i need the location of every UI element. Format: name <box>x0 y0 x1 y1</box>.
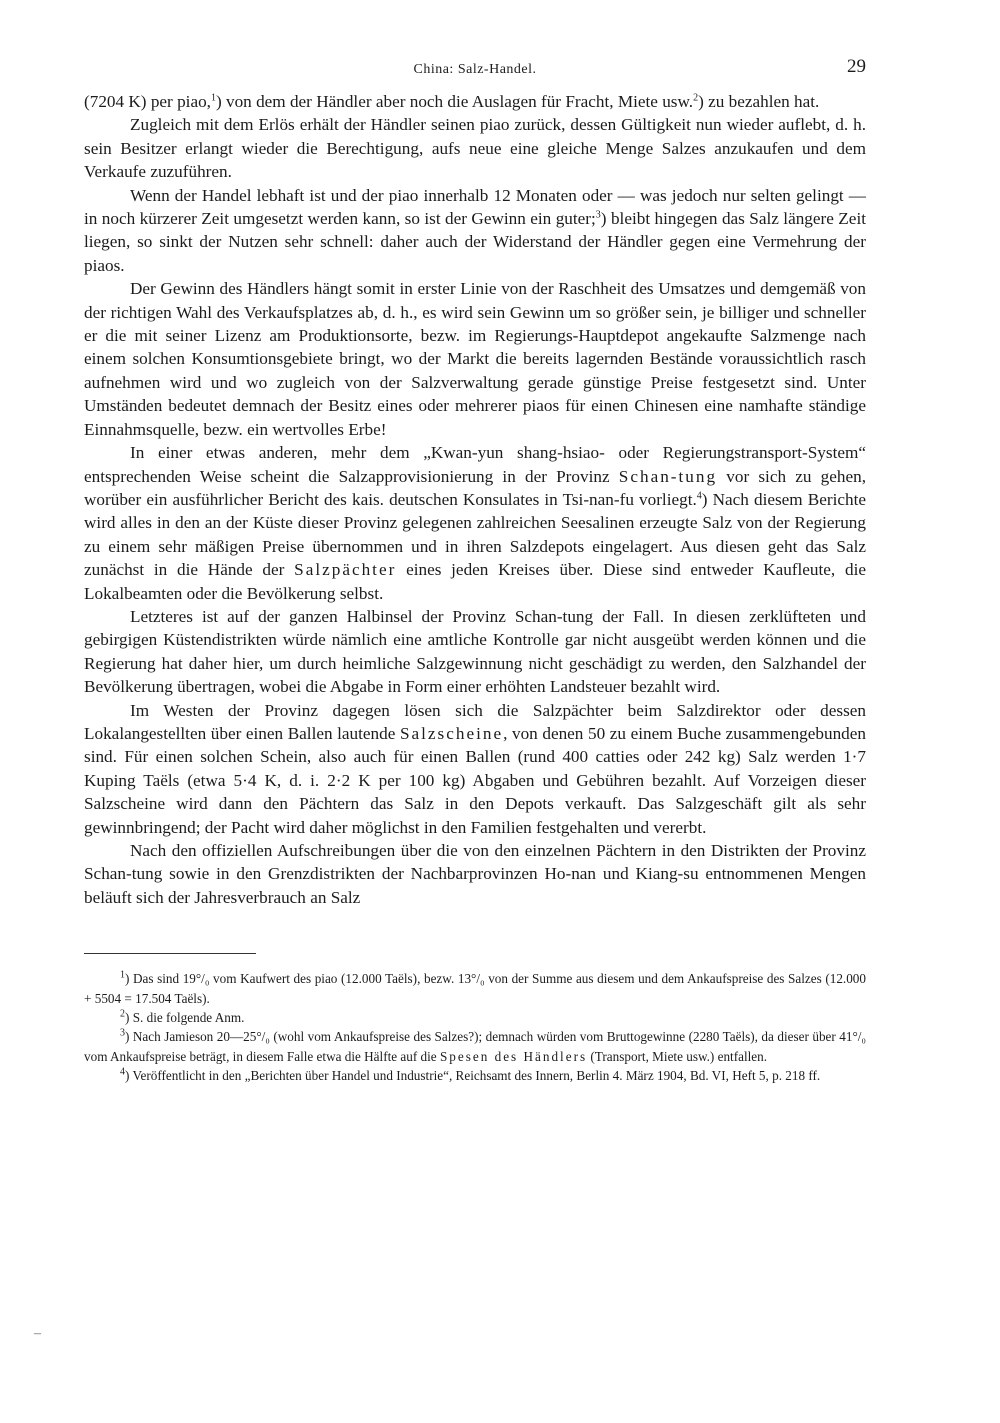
footnote-ref: 2 <box>693 92 699 104</box>
paragraph-1 <box>84 90 866 113</box>
text-run: In einer etwas anderen, mehr dem „Kwan-yun shang-hsiao- oder Regierungstransport-System“ entsprechenden Weise scheint die Salzapprovisionierung in der Provinz <box>84 443 866 486</box>
footnote-ref: 1 <box>210 92 216 104</box>
page-number: 29 <box>847 56 866 77</box>
paragraph-6: Letzteres ist auf der ganzen Halbinsel der Provinz Schan-tung der Fall. In diesen zerklüfteten und gebirgigen Küstendistrikten würde nämlich eine amtliche Kontrolle gar nicht ausgeübt werden können und die Regierung hat daher hier, um durch heimliche Salzgewinnung nicht geschädigt zu werden, den Salzhandel der Bevölkerung übertragen, wobei die Abgabe in Form einer erhöhten Landsteuer bezahlt wird. <box>84 606 866 697</box>
body-text <box>84 90 866 909</box>
footnote-ref: 4 <box>696 490 702 502</box>
text-run: Im Westen der Provinz dagegen lösen sich die Salzpächter beim Salzdirektor oder dessen Lokalangestellten über einen Ballen lautende <box>84 700 866 743</box>
text-run: ) Nach diesem Berichte wird alles in den an der Küste dieser Provinz gelegenen zahlreichen Seesalinen erzeugte Salz von der Regierung zu einem sehr mäßigen Preise übernommen und in ihren Salzdepots eingelagert. Aus diesen geht das Salz zunächst in die Hände der <box>84 489 866 580</box>
footnote-mark: 3 <box>120 1028 125 1040</box>
margin-mark: – <box>34 1326 41 1341</box>
text-run: Wenn der Handel lebhaft ist und der piao innerhalb 12 Monaten oder — was jedoch nur selten gelingt — in noch kürzerer Zeit umgesetzt werden kann, so ist der Gewinn ein guter; <box>84 185 866 229</box>
footnote-text: (Transport, Miete usw.) entfallen. <box>587 1048 768 1064</box>
spaced-text: Salzscheine <box>399 723 504 743</box>
footnote-divider <box>84 953 256 954</box>
footnote-ref: 3 <box>595 209 601 221</box>
text-run: eines jeden Kreises über. Diese sind entweder Kaufleute, die Lokalbeamten oder die Bevölkerung selbst. <box>84 560 866 603</box>
footnote-1 <box>84 969 866 1008</box>
paragraph-7 <box>84 699 866 839</box>
text-run: (7204 K) per piao, <box>84 92 211 111</box>
spaced-text: Salzpächter <box>294 560 397 580</box>
running-title: China: Salz-Handel. <box>413 62 537 77</box>
footnote-mark: 2 <box>120 1008 125 1020</box>
text-run: vor sich zu gehen, worüber ein ausführlicher Bericht des kais. deutschen Konsulates in Tsi-nan-fu vorliegt. <box>84 466 866 509</box>
paragraph-8: Nach den offiziellen Aufschreibungen über die von den einzelnen Pächtern in den Distrikten der Provinz Schan-tung sowie in den Grenzdistrikten der Nachbarprovinzen Ho-nan und Kiang-su entnommenen Mengen beläuft sich der Jahresverbrauch an Salz <box>84 841 866 907</box>
footnote-text: ) Veröffentlicht in den „Berichten über Handel und Industrie“, Reichsamt des Innern, Berlin 4. März 1904, Bd. VI, Heft 5, p. 218 ff. <box>125 1068 821 1084</box>
spaced-text: Schan-tung <box>618 466 718 486</box>
text-run: , von denen 50 zu einem Buche zusammengebunden sind. Für einen solchen Schein, also auch für einen Ballen (rund 400 catties oder 242 kg) Salz werden 1·7 Kuping Taëls (etwa 5·4 K, d. i. 2·2 K per 100 kg) Abgaben und Gebühren bezahlt. Auf Vorzeigen dieser Salzscheine wird dann den Pächtern das Salz in den Depots verkauft. Das Salzgeschäft gilt als sehr gewinnbringend; der Pacht wird daher möglichst in den Familien festgehalten und vererbt. <box>84 723 866 837</box>
text-run: ) zu bezahlen hat. <box>698 92 820 111</box>
footnote-3 <box>84 1027 866 1066</box>
footnote-mark: 4 <box>120 1066 125 1078</box>
footnote-text: ) Nach Jamieson 20—25°/₀ (wohl vom Ankaufspreise des Salzes?); demnach würden vom Bruttogewinne (2280 Taëls), da dieser über 41°/₀ vom Ankaufspreise beträgt, in diesem Falle etwa die Hälfte auf die <box>84 1029 866 1064</box>
paragraph-4: Der Gewinn des Händlers hängt somit in erster Linie von der Raschheit des Umsatzes und demgemäß von der richtigen Wahl des Verkaufsplatzes ab, d. h., es wird sein Gewinn um so größer sein, je billiger und schneller er die mit seiner Lizenz am Produktionsorte, bezw. im Regierungs-Hauptdepot angekaufte Salzmenge nach einem solchen Konsumtionsgebiete bringt, wo der Markt die bereits lagernden Bestände voraussichtlich rasch aufnehmen wird und wo zugleich von der Salzverwaltung gerade günstige Preise festgesetzt sind. Unter Umständen bedeutet demnach der Besitz eines oder mehrerer piaos für einen Chinesen eine namhafte ständige Einnahmsquelle, bezw. ein wertvolles Erbe! <box>84 279 866 439</box>
text-run: ) von dem der Händler aber noch die Auslagen für Fracht, Miete usw. <box>215 92 694 111</box>
spaced-text: Spesen des Händlers <box>439 1048 588 1064</box>
footnotes <box>84 969 866 1085</box>
document-page <box>84 56 866 1396</box>
footnote-text: ) S. die folgende Anm. <box>125 1010 245 1026</box>
paragraph-3 <box>84 184 866 278</box>
footnote-2 <box>84 1008 866 1027</box>
footnote-text: ) Das sind 19°/₀ vom Kaufwert des piao (12.000 Taëls), bezw. 13°/₀ von der Summe aus diesem und dem Ankaufspreise des Salzes (12.000 + 5504 = 17.504 Taëls). <box>84 971 866 1006</box>
text-run: ) bleibt hingegen das Salz längere Zeit liegen, so sinkt der Nutzen sehr schnell: daher auch der Widerstand der Händler gegen eine Vermehrung der piaos. <box>84 209 866 275</box>
running-header <box>84 56 866 90</box>
paragraph-5 <box>84 441 866 605</box>
footnote-mark: 1 <box>120 969 125 981</box>
paragraph-2: Zugleich mit dem Erlös erhält der Händler seinen piao zurück, dessen Gültigkeit nun wieder auflebt, d. h. sein Besitzer erlangt wieder die Berechtigung, aufs neue eine gleiche Menge Salzes anzukaufen und dem Verkaufe zuzuführen. <box>84 115 866 182</box>
footnote-4 <box>84 1066 866 1085</box>
